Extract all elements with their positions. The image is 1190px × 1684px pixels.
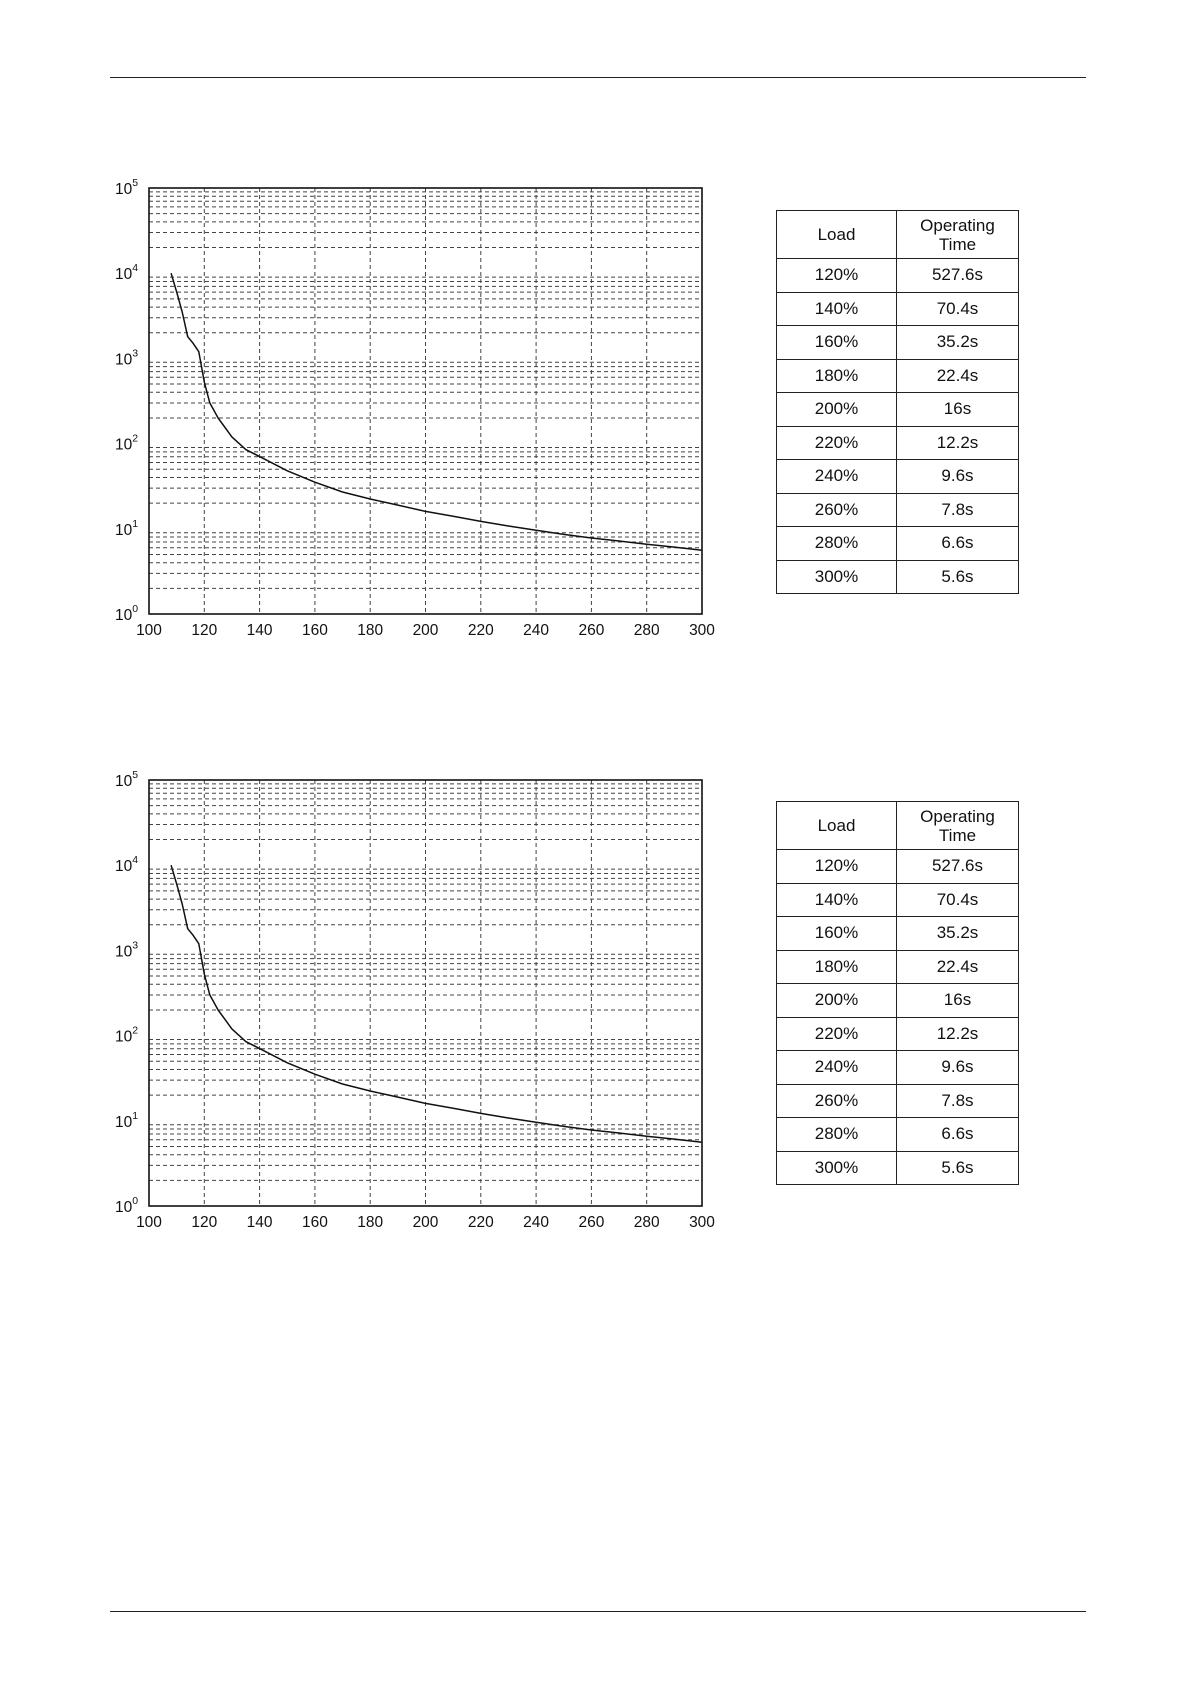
- x-tick-label: 100: [136, 622, 162, 639]
- time-cell: 35.2s: [897, 326, 1019, 360]
- load-cell: 260%: [777, 1084, 897, 1118]
- table-row: [777, 1118, 1019, 1152]
- x-tick-label: 280: [633, 1214, 660, 1231]
- table-row: [777, 984, 1019, 1018]
- time-cell: 527.6s: [897, 850, 1019, 884]
- table-header-row: [777, 802, 1019, 850]
- overload-table-2: [776, 801, 1019, 1185]
- load-cell: 300%: [777, 560, 897, 594]
- table-row: [777, 292, 1019, 326]
- x-tick-label: 160: [301, 1214, 328, 1231]
- x-tick-label: 240: [523, 622, 550, 639]
- y-tick-label: $10^5$: [115, 177, 139, 198]
- overload-curve-chart-1: [0, 170, 760, 650]
- table-row: [777, 917, 1019, 951]
- load-cell: 140%: [777, 292, 897, 326]
- x-tick-label: 140: [246, 1214, 273, 1231]
- table-row: [777, 359, 1019, 393]
- time-cell: 6.6s: [897, 1118, 1019, 1152]
- x-tick-label: 180: [357, 622, 384, 639]
- time-cell: 9.6s: [897, 460, 1019, 494]
- x-tick-label: 140: [246, 622, 273, 639]
- y-tick-label: $10^1$: [115, 1109, 139, 1131]
- x-tick-label: 120: [191, 1214, 218, 1231]
- x-tick-label: 180: [357, 1214, 384, 1231]
- table-row: [777, 1051, 1019, 1085]
- y-tick-label: $10^1$: [115, 517, 139, 539]
- time-cell: 35.2s: [897, 917, 1019, 951]
- table-row: [777, 560, 1019, 594]
- x-tick-label: 200: [412, 622, 439, 639]
- load-cell: 180%: [777, 950, 897, 984]
- table-row: [777, 527, 1019, 561]
- load-column-header: Load: [777, 211, 897, 259]
- table-row: [777, 393, 1019, 427]
- y-tick-label: $10^0$: [115, 603, 139, 624]
- table-row: [777, 850, 1019, 884]
- time-cell: 9.6s: [897, 1051, 1019, 1085]
- x-tick-label: 300: [689, 1214, 715, 1231]
- time-cell: 527.6s: [897, 259, 1019, 293]
- load-cell: 160%: [777, 326, 897, 360]
- time-cell: 5.6s: [897, 560, 1019, 594]
- time-cell: 16s: [897, 984, 1019, 1018]
- x-tick-label: 220: [467, 1214, 494, 1231]
- time-cell: 12.2s: [897, 1017, 1019, 1051]
- x-tick-label: 220: [467, 622, 494, 639]
- y-tick-label: $10^2$: [115, 1024, 139, 1046]
- table-row: [777, 1151, 1019, 1185]
- operating-time-header-line-1: Operating: [920, 806, 995, 826]
- y-tick-label: $10^5$: [115, 769, 139, 790]
- overload-curve-chart-2: [0, 762, 760, 1242]
- load-cell: 220%: [777, 1017, 897, 1051]
- x-tick-label: 100: [136, 1214, 162, 1231]
- time-cell: 70.4s: [897, 883, 1019, 917]
- load-cell: 140%: [777, 883, 897, 917]
- load-cell: 240%: [777, 1051, 897, 1085]
- load-cell: 200%: [777, 984, 897, 1018]
- load-cell: 260%: [777, 493, 897, 527]
- x-tick-label: 300: [689, 622, 715, 639]
- load-cell: 240%: [777, 460, 897, 494]
- load-cell: 280%: [777, 527, 897, 561]
- time-cell: 16s: [897, 393, 1019, 427]
- load-cell: 120%: [777, 259, 897, 293]
- operating-time-column-header: [897, 211, 1019, 259]
- time-cell: 5.6s: [897, 1151, 1019, 1185]
- time-cell: 7.8s: [897, 493, 1019, 527]
- load-cell: 220%: [777, 426, 897, 460]
- x-tick-label: 280: [633, 622, 660, 639]
- header-rule: [110, 77, 1086, 78]
- x-tick-label: 260: [578, 622, 605, 639]
- load-cell: 160%: [777, 917, 897, 951]
- table-row: [777, 426, 1019, 460]
- time-cell: 22.4s: [897, 359, 1019, 393]
- x-tick-label: 240: [523, 1214, 550, 1231]
- x-tick-label: 200: [412, 1214, 439, 1231]
- table-row: [777, 460, 1019, 494]
- time-cell: 12.2s: [897, 426, 1019, 460]
- y-tick-label: $10^3$: [115, 347, 139, 369]
- load-cell: 200%: [777, 393, 897, 427]
- y-tick-label: $10^4$: [115, 854, 139, 876]
- load-cell: 280%: [777, 1118, 897, 1152]
- operating-time-column-header: [897, 802, 1019, 850]
- load-cell: 120%: [777, 850, 897, 884]
- table-row: [777, 259, 1019, 293]
- table-row: [777, 1084, 1019, 1118]
- load-cell: 180%: [777, 359, 897, 393]
- time-cell: 6.6s: [897, 527, 1019, 561]
- load-cell: 300%: [777, 1151, 897, 1185]
- table-row: [777, 1017, 1019, 1051]
- table-header-row: [777, 211, 1019, 259]
- y-tick-label: $10^2$: [115, 432, 139, 454]
- table-row: [777, 883, 1019, 917]
- operating-time-header-line-2: Time: [938, 825, 977, 845]
- y-tick-label: $10^0$: [115, 1195, 139, 1216]
- table-row: [777, 493, 1019, 527]
- load-column-header: Load: [777, 802, 897, 850]
- time-cell: 7.8s: [897, 1084, 1019, 1118]
- y-tick-label: $10^3$: [115, 939, 139, 961]
- operating-time-header-line-1: Operating: [920, 215, 995, 235]
- x-tick-label: 260: [578, 1214, 605, 1231]
- y-tick-label: $10^4$: [115, 262, 139, 284]
- overload-table-1: [776, 210, 1019, 594]
- x-tick-label: 160: [301, 622, 328, 639]
- time-cell: 70.4s: [897, 292, 1019, 326]
- operating-time-header-line-2: Time: [938, 234, 977, 254]
- table-row: [777, 950, 1019, 984]
- table-row: [777, 326, 1019, 360]
- time-cell: 22.4s: [897, 950, 1019, 984]
- x-tick-label: 120: [191, 622, 218, 639]
- footer-rule: [110, 1611, 1086, 1612]
